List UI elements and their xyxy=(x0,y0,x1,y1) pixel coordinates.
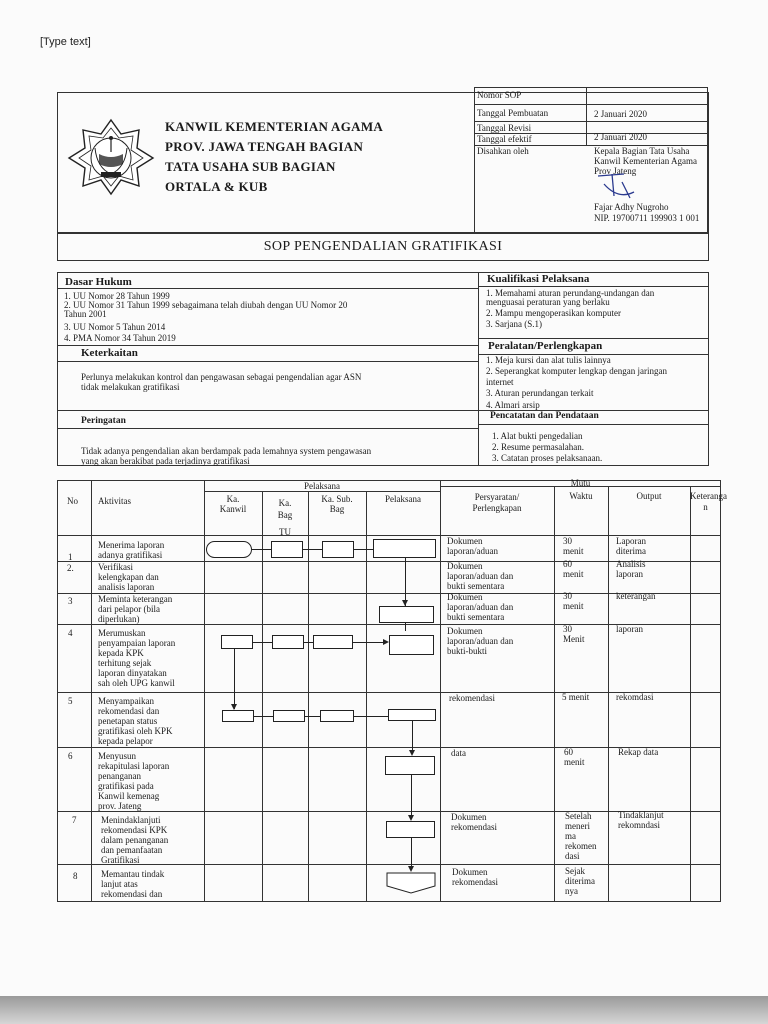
flow-offpage-connector xyxy=(386,872,436,894)
pencatatan-title: Pencatatan dan Pendataan xyxy=(490,411,599,421)
row-waktu: Setelah meneri ma rekomen dasi xyxy=(565,811,597,861)
flow-process xyxy=(273,710,305,722)
row-no: 1 xyxy=(68,552,73,562)
row-syarat: Dokumen laporan/aduan dan bukti sementara xyxy=(447,592,514,622)
peralatan-title: Peralatan/Perlengkapan xyxy=(488,340,603,352)
header-note: [Type text] xyxy=(40,36,91,48)
institution-name xyxy=(165,117,383,197)
row-aktivitas: Memantau tindak lanjut atas rekomendasi dan xyxy=(101,869,165,899)
row-syarat: data xyxy=(451,748,466,758)
signer-name: Fajar Adhy Nugroho xyxy=(594,202,669,212)
row-syarat: Dokumen rekomendasi xyxy=(452,867,498,887)
col-pelaksana: Pelaksana xyxy=(304,481,340,491)
pencatatan-item: 1. Alat bukti pengedalian xyxy=(492,431,583,441)
tanggal-revisi-label: Tanggal Revisi xyxy=(477,123,532,133)
row-aktivitas: Menyusun rekapitulasi laporan penanganan gratifikasi pada Kanwil kemenag prov. Jateng xyxy=(98,751,170,811)
row-aktivitas: Menindaklanjuti rekomendasi KPK dalam penanganan dan pemanfaatan Gratifikasi xyxy=(101,815,169,865)
row-aktivitas: Meminta keterangan dari pelapor (bila diperlukan) xyxy=(98,594,173,624)
row-output: Tindaklanjut rekomndasi xyxy=(618,810,664,830)
peralatan-item: 4. Almari arsip xyxy=(486,400,540,410)
col-kasub: Ka. Sub. xyxy=(321,494,353,504)
kualifikasi-item: 3. Sarjana (S.1) xyxy=(486,319,542,329)
col-keterangan: Keteranga xyxy=(690,491,727,501)
flow-process xyxy=(221,635,253,649)
tanggal-efektif-value: 2 Januari 2020 xyxy=(594,132,647,142)
dasar-hukum-item: 3. UU Nomor 5 Tahun 2014 xyxy=(64,322,166,332)
dasar-hukum-title: Dasar Hukum xyxy=(65,276,132,288)
peralatan-item: 3. Aturan perundangan terkait xyxy=(486,388,594,398)
dasar-hukum-item: 4. PMA Nomor 34 Tahun 2019 xyxy=(64,333,176,343)
col-kanwil: Kanwil xyxy=(219,504,247,514)
row-aktivitas: Menerima laporan adanya gratifikasi xyxy=(98,540,165,560)
keterkaitan-text: Perlunya melakukan kontrol dan pengawasan sebagai pengendalian agar ASN xyxy=(81,372,362,382)
keterkaitan-title: Keterkaitan xyxy=(81,347,138,359)
row-no: 4 xyxy=(68,628,73,638)
col-pelaksana-sub: Pelaksana xyxy=(385,494,421,504)
nomor-sop-label: Nomor SOP xyxy=(477,90,522,100)
row-output: Analisis laporan xyxy=(616,559,646,579)
kualifikasi-item: 2. Mampu mengoperasikan komputer xyxy=(486,308,621,318)
tanggal-pembuatan-label: Tanggal Pembuatan xyxy=(477,108,549,118)
pencatatan-item: 2. Resume permasalahan. xyxy=(492,442,584,452)
row-waktu: Sejak diterima nya xyxy=(565,866,595,896)
row-syarat: Dokumen rekomendasi xyxy=(451,812,497,832)
row-no: 5 xyxy=(68,696,73,706)
pencatatan-item: 3. Catatan proses pelaksanaan. xyxy=(492,453,603,463)
row-waktu: 30 menit xyxy=(563,536,584,556)
row-waktu: 5 menit xyxy=(562,692,590,702)
flow-process xyxy=(385,756,435,775)
dasar-hukum-item: 2. UU Nomor 31 Tahun 1999 sebagaimana telah diubah dengan UU Nomor 20 xyxy=(64,300,348,310)
keterkaitan-text: tidak melakukan gratifikasi xyxy=(81,382,180,392)
kualifikasi-title: Kualifikasi Pelaksana xyxy=(487,273,590,285)
flow-terminator xyxy=(206,541,252,558)
col-no: No xyxy=(67,496,78,506)
sop-title: SOP PENGENDALIAN GRATIFIKASI xyxy=(263,239,503,254)
flow-process xyxy=(373,539,436,558)
row-syarat: Dokumen laporan/aduan dan bukti sementara xyxy=(447,561,514,591)
flow-process xyxy=(388,709,436,721)
kualifikasi-item: 1. Memahami aturan perundang-undangan dan xyxy=(486,288,655,298)
row-waktu: 60 menit xyxy=(564,747,585,767)
flow-process xyxy=(389,635,434,655)
disahkan-label: Disahkan oleh xyxy=(477,146,529,156)
peralatan-item: 1. Meja kursi dan alat tulis lainnya xyxy=(486,355,611,365)
col-keterangan: n xyxy=(703,502,708,512)
row-no: 2. xyxy=(67,563,74,573)
institution-line: TATA USAHA SUB BAGIAN xyxy=(165,159,336,174)
row-no: 7 xyxy=(72,815,77,825)
peralatan-item: internet xyxy=(486,377,514,387)
dasar-hukum-item: Tahun 2001 xyxy=(64,309,107,319)
row-aktivitas: Merumuskan penyampaian laporan kepada KPK terhitung sejak laporan dinyatakan sah oleh UPG kanwil xyxy=(98,628,176,688)
row-syarat: rekomendasi xyxy=(449,693,495,703)
row-waktu: 30 Menit xyxy=(563,624,585,644)
row-aktivitas: Menyampaikan rekomendasi dan penetapan status gratifikasi oleh KPK kepada pelapor xyxy=(98,696,173,746)
dasar-hukum-item: 1. UU Nomor 28 Tahun 1999 xyxy=(64,291,170,301)
flow-process xyxy=(379,606,434,623)
col-output: Output xyxy=(636,491,662,501)
flow-process xyxy=(322,541,354,558)
row-no: 6 xyxy=(68,751,73,761)
col-mutu: Mutu xyxy=(570,478,591,488)
col-kabag: Ka. xyxy=(278,498,292,508)
institution-line: KANWIL KEMENTERIAN AGAMA xyxy=(165,119,384,134)
col-kabag: Bag xyxy=(277,510,293,520)
row-output: Laporan diterima xyxy=(616,536,646,556)
row-output: laporan xyxy=(616,624,643,634)
col-kabag: TU xyxy=(279,527,291,537)
tanggal-pembuatan-value: 2 Januari 2020 xyxy=(594,109,647,119)
disahkan-line: Kepala Bagian Tata Usaha xyxy=(594,146,690,156)
row-syarat: Dokumen laporan/aduan dan bukti-bukti xyxy=(447,626,514,656)
flow-process xyxy=(271,541,303,558)
page-shadow xyxy=(0,996,768,1024)
flow-process xyxy=(222,710,254,722)
disahkan-line: Prov Jateng xyxy=(594,166,637,176)
peralatan-item: 2. Seperangkat komputer lengkap dengan jaringan xyxy=(486,366,667,376)
col-aktivitas: Aktivitas xyxy=(98,496,131,506)
signature-icon xyxy=(594,170,644,204)
col-persyaratan: Persyaratan/ xyxy=(474,492,520,502)
row-output: Rekap data xyxy=(618,747,659,757)
peringatan-text: yang akan berakibat pada terjadinya gratifikasi xyxy=(81,456,250,466)
peringatan-text: Tidak adanya pengendalian akan berdampak pada lemahnya system pengawasan xyxy=(81,446,372,456)
tanggal-efektif-label: Tanggal efektif xyxy=(477,134,532,144)
col-kasub: Bag xyxy=(329,504,345,514)
disahkan-line: Kanwil Kementerian Agama xyxy=(594,156,697,166)
flow-process xyxy=(320,710,354,722)
row-output: rekomdasi xyxy=(616,692,654,702)
kualifikasi-item: menguasai peraturan yang berlaku xyxy=(486,297,610,307)
row-waktu: 30 menit xyxy=(563,591,584,611)
row-output: keterangan xyxy=(616,591,656,601)
row-no: 8 xyxy=(73,871,78,881)
row-waktu: 60 menit xyxy=(563,559,584,579)
institution-line: PROV. JAWA TENGAH BAGIAN xyxy=(165,139,364,154)
flow-process xyxy=(272,635,304,649)
row-syarat: Dokumen laporan/aduan xyxy=(447,536,498,556)
signer-nip: NIP. 19700711 199903 1 001 xyxy=(594,213,700,223)
row-no: 3 xyxy=(68,596,73,606)
kemenag-emblem-icon xyxy=(65,118,157,196)
row-aktivitas: Verifikasi kelengkapan dan analisis laporan xyxy=(98,562,159,592)
col-kanwil: Ka. xyxy=(226,494,240,504)
institution-line: ORTALA & KUB xyxy=(165,179,268,194)
peringatan-title: Peringatan xyxy=(81,416,126,426)
flow-process xyxy=(313,635,353,649)
col-persyaratan: Perlengkapan xyxy=(472,503,522,513)
flow-process xyxy=(386,821,435,838)
col-waktu: Waktu xyxy=(569,491,593,501)
